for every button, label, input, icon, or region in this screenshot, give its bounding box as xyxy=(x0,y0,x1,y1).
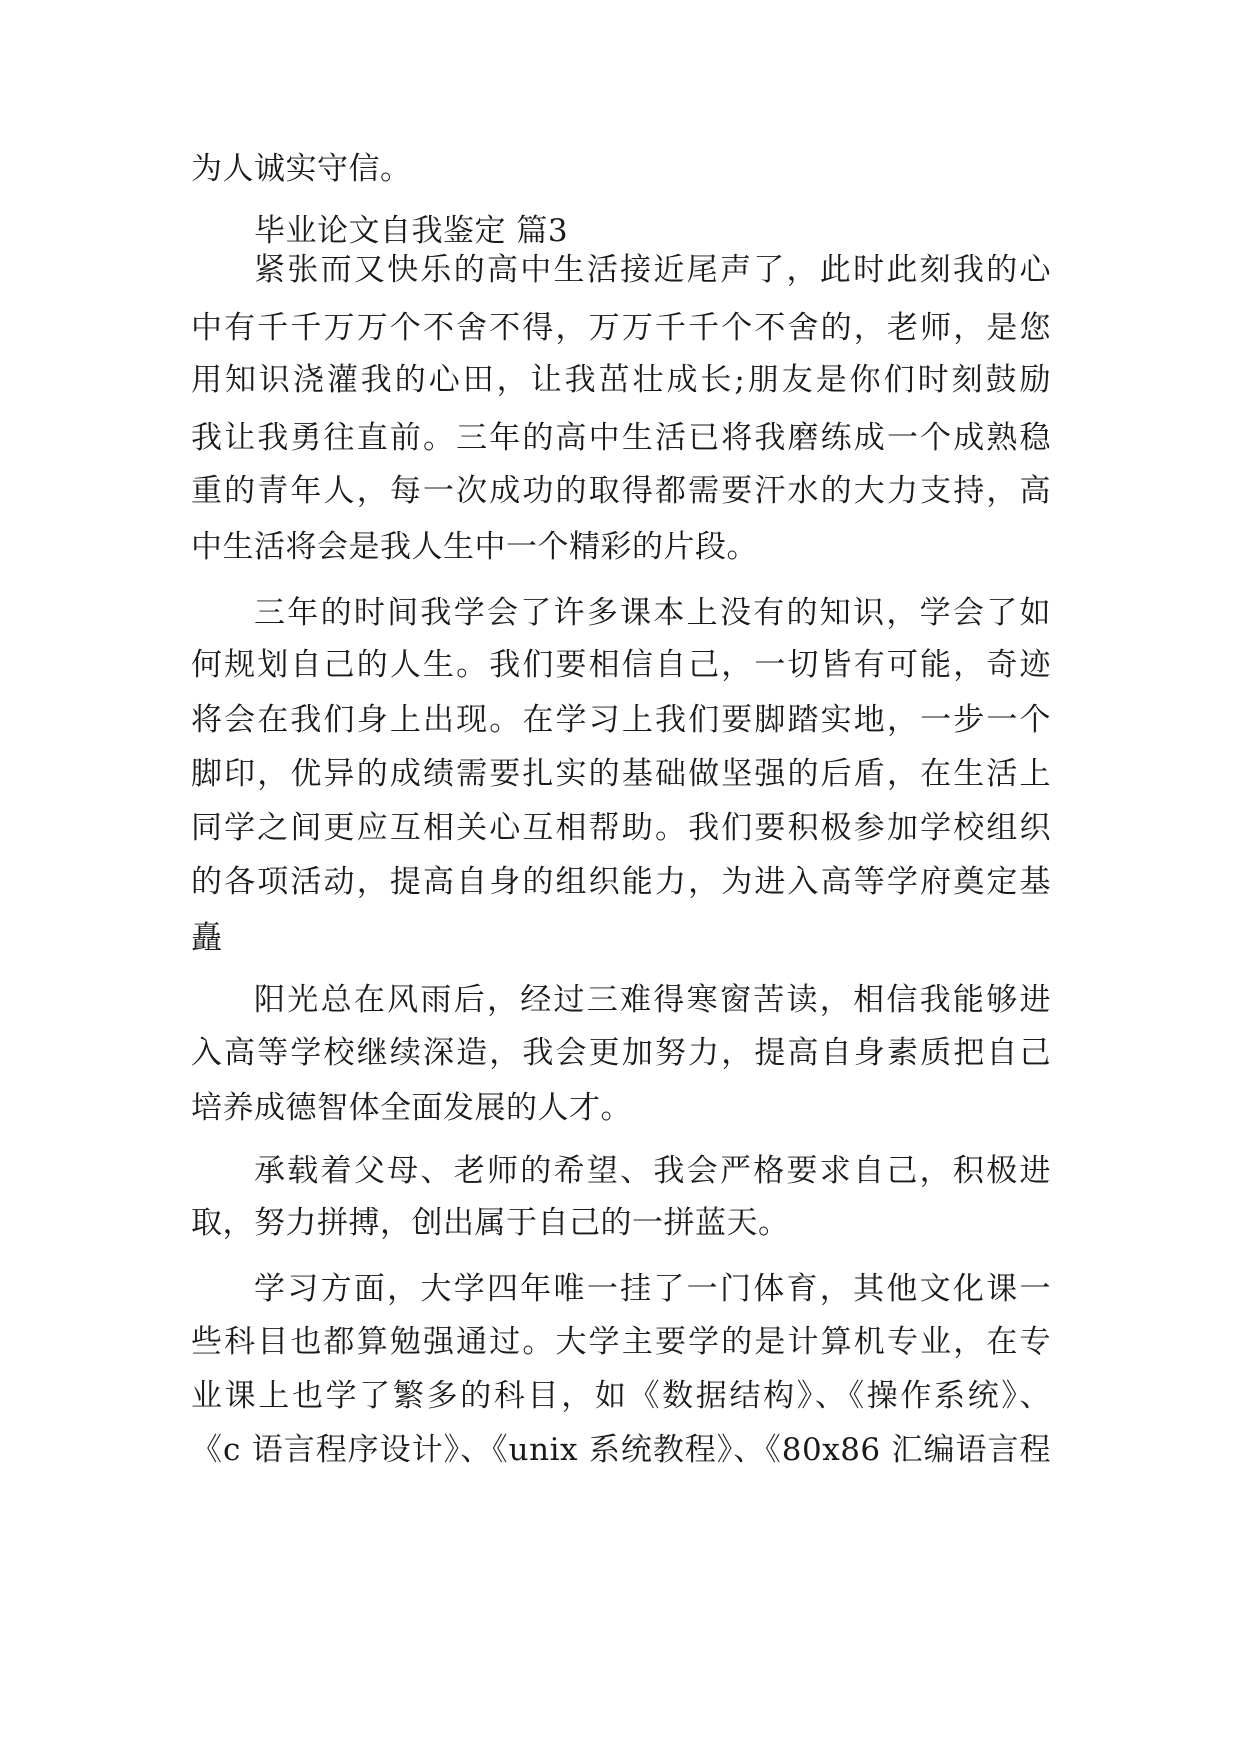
text-line: 些科目也都算勉强通过。大学主要学的是计算机专业，在专 xyxy=(191,1324,1051,1360)
text-line: 将会在我们身上出现。在学习上我们要脚踏实地，一步一个 xyxy=(191,702,1051,738)
text-line: 我让我勇往直前。三年的高中生活已将我磨练成一个成熟稳 xyxy=(191,420,1051,456)
text-line: 《c 语言程序设计》、《unix 系统教程》、《80x86 汇编语言程 xyxy=(191,1432,1051,1468)
text-line: 三年的时间我学会了许多课本上没有的知识，学会了如 xyxy=(254,595,1051,631)
text-line: 的各项活动，提高自身的组织能力，为进入高等学府奠定基 xyxy=(191,864,1051,900)
text-line: 承载着父母、老师的希望、我会严格要求自己，积极进 xyxy=(254,1153,1051,1189)
text-line: 矗 xyxy=(191,920,223,956)
text-line: 为人诚实守信。 xyxy=(191,151,412,187)
text-line: 取，努力拼搏，创出属于自己的一拼蓝天。 xyxy=(191,1205,790,1241)
text-line: 阳光总在风雨后，经过三难得寒窗苦读，相信我能够进 xyxy=(254,982,1051,1018)
text-line: 业课上也学了繁多的科目，如《数据结构》、《操作系统》、 xyxy=(191,1378,1051,1414)
text-line: 用知识浇灌我的心田，让我茁壮成长;朋友是你们时刻鼓励 xyxy=(191,362,1051,398)
text-line: 重的青年人，每一次成功的取得都需要汗水的大力支持，高 xyxy=(191,473,1051,509)
text-line: 中生活将会是我人生中一个精彩的片段。 xyxy=(191,529,758,565)
text-line: 何规划自己的人生。我们要相信自己，一切皆有可能，奇迹 xyxy=(191,647,1051,683)
text-line: 脚印，优异的成绩需要扎实的基础做坚强的后盾，在生活上 xyxy=(191,756,1051,792)
text-line: 培养成德智体全面发展的人才。 xyxy=(191,1090,632,1126)
text-line: 同学之间更应互相关心互相帮助。我们要积极参加学校组织 xyxy=(191,810,1051,846)
text-line: 入高等学校继续深造，我会更加努力，提高自身素质把自己 xyxy=(191,1035,1051,1071)
text-line: 学习方面，大学四年唯一挂了一门体育，其他文化课一 xyxy=(254,1271,1051,1307)
text-line: 紧张而又快乐的高中生活接近尾声了，此时此刻我的心 xyxy=(254,252,1051,288)
text-line: 中有千千万万个不舍不得，万万千千个不舍的，老师，是您 xyxy=(191,310,1051,346)
section-heading: 毕业论文自我鉴定 篇3 xyxy=(254,213,569,249)
